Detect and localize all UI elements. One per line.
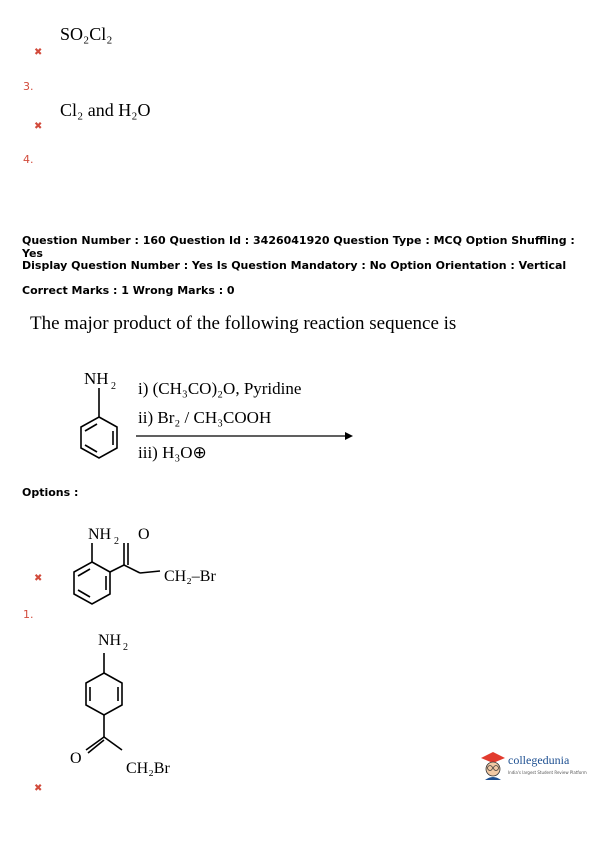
- brand-name: collegedunia: [508, 753, 570, 767]
- option-2-amine-sub: 2: [123, 642, 128, 653]
- graduate-avatar-icon: [480, 750, 506, 780]
- wrong-mark-icon: ✖: [34, 121, 43, 132]
- wrong-mark-icon: ✖: [34, 573, 43, 584]
- question-meta-line-2: Display Question Number : Yes Is Question Mandatory : No Option Orientation : Vertical: [22, 259, 567, 272]
- option-number-3: 3.: [23, 80, 34, 93]
- reaction-scheme: [50, 360, 370, 470]
- option-2-amine-label: NH: [98, 632, 122, 649]
- reaction-step-2: ii) Br₂ / CH₃COOH: [138, 408, 272, 427]
- collegedunia-logo: [480, 748, 588, 782]
- question-meta-line-3: Correct Marks : 1 Wrong Marks : 0: [22, 284, 235, 297]
- option-1-carbonyl-o: O: [138, 526, 150, 543]
- wrong-mark-icon: ✖: [34, 783, 43, 794]
- option-1-side-chain: CH₂–Br: [164, 568, 216, 585]
- option-1-structure[interactable]: [60, 515, 260, 620]
- reaction-step-1: i) (CH₃CO)₂O, Pyridine: [138, 379, 302, 398]
- option-1-amine-sub: 2: [114, 536, 119, 547]
- option-2-side-chain: CH₂Br: [126, 760, 170, 777]
- option-formula-cl2-h2o: Cl₂ and H₂O: [60, 100, 151, 120]
- options-label: Options :: [22, 486, 79, 499]
- option-1-amine-label: NH: [88, 526, 112, 543]
- wrong-mark-icon: ✖: [34, 47, 43, 58]
- reactant-amine-sub: 2: [111, 381, 116, 392]
- option-formula-so2cl2: SO₂Cl₂: [60, 24, 113, 44]
- option-number-4: 4.: [23, 153, 34, 166]
- reactant-amine-label: NH: [84, 369, 109, 388]
- question-text: The major product of the following reaction sequence is: [30, 313, 457, 334]
- option-2-carbonyl-o: O: [70, 750, 82, 767]
- question-meta-line-1: Question Number : 160 Question Id : 3426041920 Question Type : MCQ Option Shuffling : Yes: [22, 234, 575, 260]
- arrow-head-icon: [345, 432, 353, 440]
- brand-tagline: India's largest Student Review Platform: [508, 770, 587, 775]
- option-2-structure[interactable]: [60, 625, 260, 785]
- option-number-1: 1.: [23, 608, 34, 621]
- aniline-structure: [81, 388, 117, 458]
- reaction-step-3: iii) H₃O⊕: [138, 443, 207, 462]
